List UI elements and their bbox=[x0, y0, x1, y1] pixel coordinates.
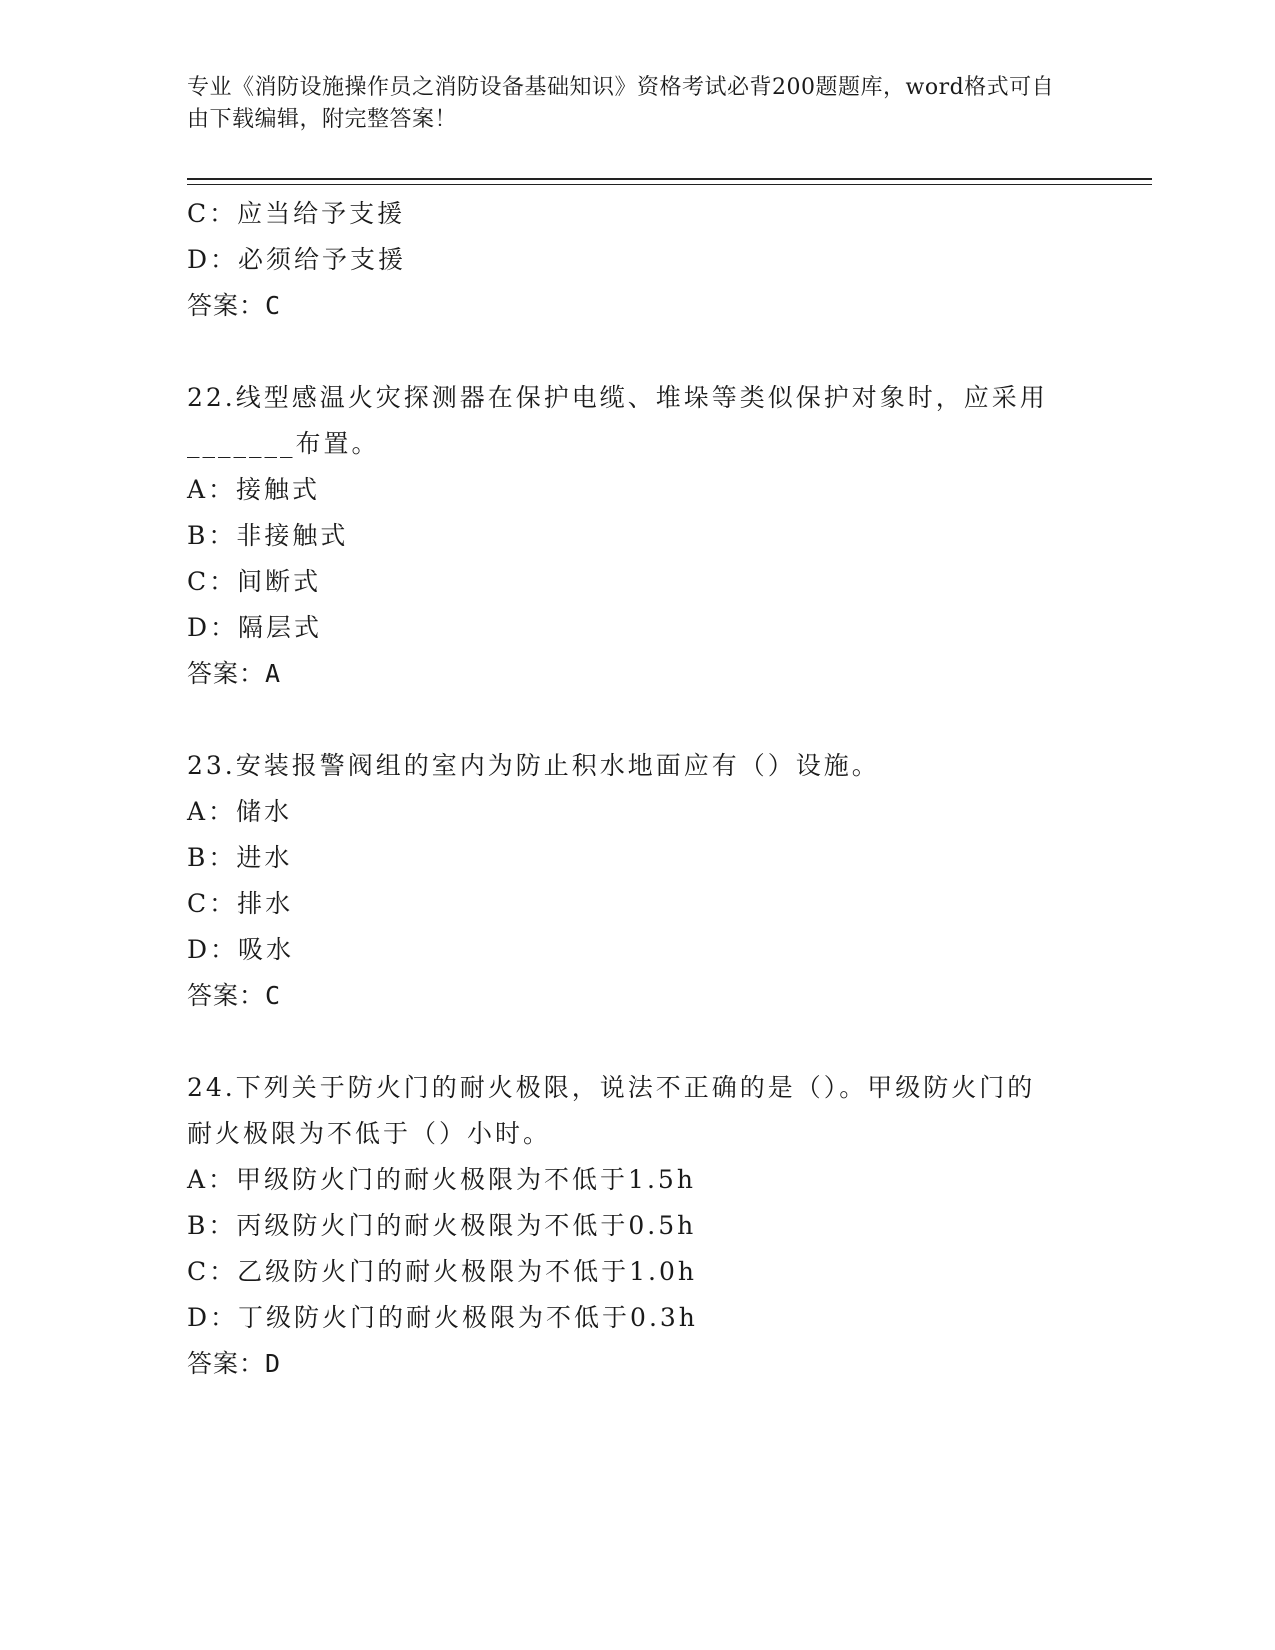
option-d: D：必须给予支援 bbox=[187, 245, 407, 274]
document-header: 专业《消防设施操作员之消防设备基础知识》资格考试必背200题题库，word格式可自由下载编辑，附完整答案！ bbox=[187, 75, 1055, 132]
option-b: B：丙级防火门的耐火极限为不低于0.5h bbox=[187, 1211, 697, 1240]
option-b: B：非接触式 bbox=[187, 521, 349, 550]
question-stem: 24.下列关于防火门的耐火极限，说法不正确的是（）。甲级防火门的 bbox=[187, 1073, 1036, 1102]
answer-label: 答案：C bbox=[187, 981, 282, 1010]
answer-label: 答案：C bbox=[187, 291, 282, 320]
header-divider-thin bbox=[187, 184, 1152, 185]
question-23 bbox=[187, 743, 1087, 1019]
question-stem-continued: 耐火极限为不低于（）小时。 bbox=[187, 1119, 552, 1148]
question-24 bbox=[187, 1065, 1087, 1387]
question-stem: 22.线型感温火灾探测器在保护电缆、堆垛等类似保护对象时，应采用 bbox=[187, 383, 1048, 412]
question-stem: 23.安装报警阀组的室内为防止积水地面应有（）设施。 bbox=[187, 751, 880, 780]
option-c: C：应当给予支援 bbox=[187, 199, 406, 228]
question-22 bbox=[187, 375, 1087, 697]
option-d: D：丁级防火门的耐火极限为不低于0.3h bbox=[187, 1303, 698, 1332]
option-c: C：乙级防火门的耐火极限为不低于1.0h bbox=[187, 1257, 697, 1286]
option-c: C：排水 bbox=[187, 889, 294, 918]
header-divider-thick bbox=[187, 178, 1152, 180]
option-d: D：隔层式 bbox=[187, 613, 323, 642]
option-b: B：进水 bbox=[187, 843, 293, 872]
answer-label: 答案：A bbox=[187, 659, 282, 688]
option-a: A：甲级防火门的耐火极限为不低于1.5h bbox=[187, 1165, 696, 1194]
question-21-partial bbox=[187, 191, 1087, 329]
option-a: A：储水 bbox=[187, 797, 293, 826]
option-a: A：接触式 bbox=[187, 475, 321, 504]
question-content bbox=[187, 191, 1087, 1387]
answer-label: 答案：D bbox=[187, 1349, 282, 1378]
option-d: D：吸水 bbox=[187, 935, 295, 964]
option-c: C：间断式 bbox=[187, 567, 322, 596]
question-stem-continued: _______布置。 bbox=[187, 429, 380, 458]
